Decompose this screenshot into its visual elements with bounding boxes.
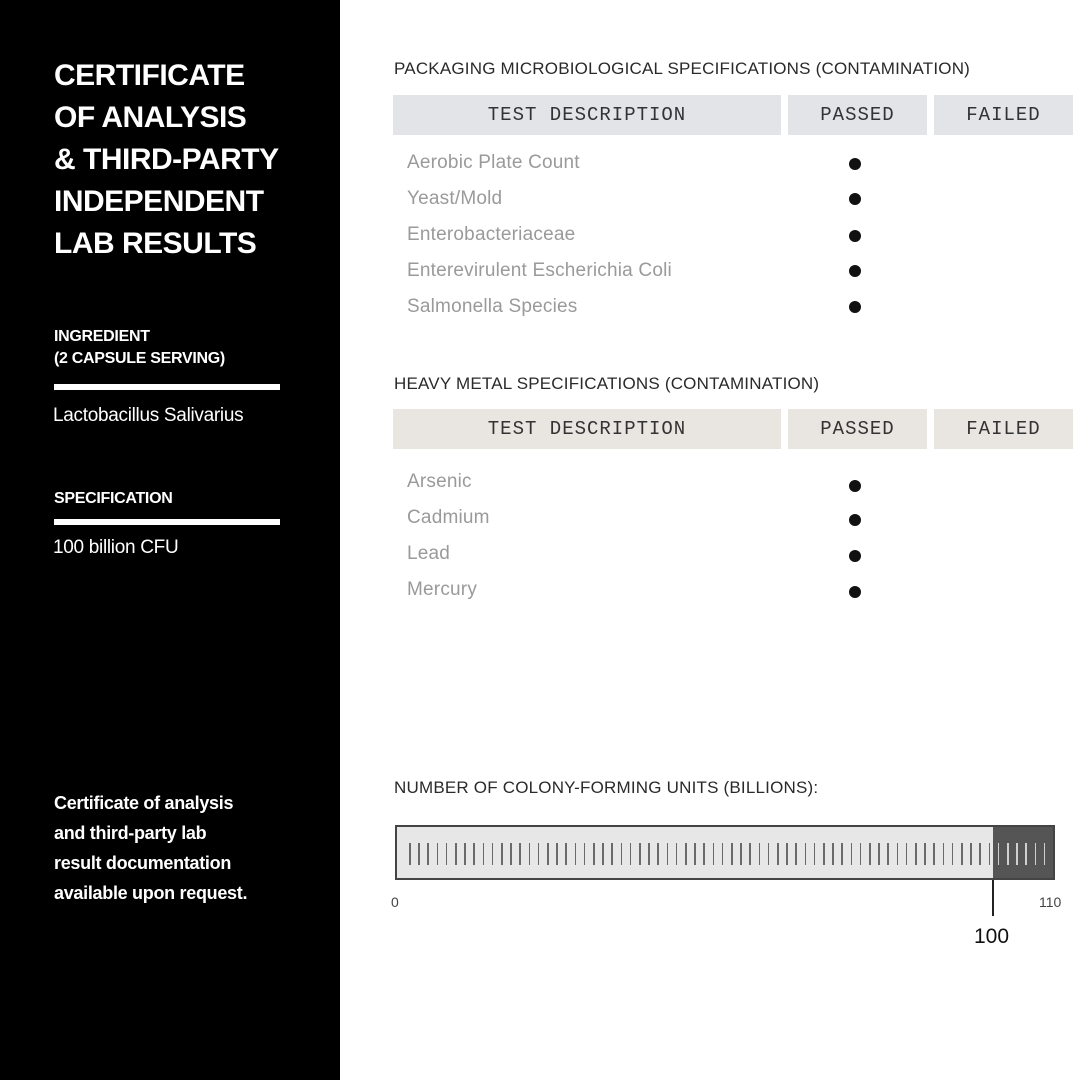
passed-indicator xyxy=(849,480,861,492)
gauge-tick xyxy=(492,843,494,865)
gauge-tick xyxy=(1035,843,1037,865)
packaging-header-failed: FAILED xyxy=(934,95,1073,135)
gauge-tick xyxy=(510,843,512,865)
divider xyxy=(54,519,280,525)
gauge-tick xyxy=(547,843,549,865)
packaging-test-row: Yeast/Mold xyxy=(407,188,503,209)
gauge-tick xyxy=(777,843,779,865)
heavy-metals-header-description: TEST DESCRIPTION xyxy=(393,409,781,449)
gauge-tick xyxy=(703,843,705,865)
gauge-max-label: 110 xyxy=(1039,894,1062,910)
gauge-tick xyxy=(1016,843,1018,865)
availability-note xyxy=(54,788,304,908)
ingredient-label-line: INGREDIENT xyxy=(54,328,150,345)
gauge-tick xyxy=(464,843,466,865)
gauge-tick xyxy=(749,843,751,865)
gauge-tick xyxy=(943,843,945,865)
gauge-tick xyxy=(731,843,733,865)
gauge-tick xyxy=(694,843,696,865)
gauge-tick xyxy=(970,843,972,865)
gauge-tick xyxy=(593,843,595,865)
passed-indicator xyxy=(849,193,861,205)
packaging-header-passed: PASSED xyxy=(788,95,927,135)
gauge-tick xyxy=(713,843,715,865)
heavy-metals-header-failed: FAILED xyxy=(934,409,1073,449)
gauge-tick xyxy=(437,843,439,865)
gauge-tick xyxy=(538,843,540,865)
gauge-tick xyxy=(805,843,807,865)
gauge-value-marker xyxy=(992,880,994,916)
passed-indicator xyxy=(849,514,861,526)
note-line: result documentation xyxy=(54,853,232,873)
gauge-tick xyxy=(630,843,632,865)
gauge-tick xyxy=(529,843,531,865)
gauge-tick xyxy=(869,843,871,865)
gauge-tick xyxy=(722,843,724,865)
sidebar-panel xyxy=(0,0,340,1080)
gauge-tick xyxy=(998,843,1000,865)
passed-indicator xyxy=(849,550,861,562)
cfu-gauge-bar xyxy=(395,825,1055,880)
ingredient-label xyxy=(54,326,225,370)
packaging-test-row: Enterobacteriaceae xyxy=(407,224,576,245)
gauge-tick xyxy=(878,843,880,865)
gauge-tick xyxy=(823,843,825,865)
gauge-tick xyxy=(832,843,834,865)
heavy-metals-header-passed: PASSED xyxy=(788,409,927,449)
note-line: and third-party lab xyxy=(54,823,207,843)
gauge-tick xyxy=(915,843,917,865)
gauge-tick xyxy=(455,843,457,865)
gauge-tick xyxy=(768,843,770,865)
gauge-tick xyxy=(427,843,429,865)
gauge-tick xyxy=(786,843,788,865)
gauge-tick xyxy=(952,843,954,865)
gauge-tick xyxy=(795,843,797,865)
heavy-metal-test-row: Arsenic xyxy=(407,471,472,492)
passed-indicator xyxy=(849,586,861,598)
passed-indicator xyxy=(849,230,861,242)
packaging-test-row: Salmonella Species xyxy=(407,296,578,317)
gauge-tick xyxy=(924,843,926,865)
gauge-tick xyxy=(961,843,963,865)
gauge-tick xyxy=(501,843,503,865)
gauge-tick xyxy=(648,843,650,865)
gauge-tick xyxy=(989,843,991,865)
gauge-tick xyxy=(887,843,889,865)
ingredient-value: Lactobacillus Salivarius xyxy=(53,405,244,426)
gauge-tick xyxy=(667,843,669,865)
gauge-tick xyxy=(409,843,411,865)
gauge-tick xyxy=(602,843,604,865)
gauge-tick xyxy=(1007,843,1009,865)
gauge-tick xyxy=(446,843,448,865)
gauge-tick xyxy=(621,843,623,865)
gauge-tick xyxy=(851,843,853,865)
gauge-tick xyxy=(418,843,420,865)
note-line: available upon request. xyxy=(54,883,248,903)
gauge-tick xyxy=(657,843,659,865)
gauge-tick xyxy=(740,843,742,865)
gauge-tick xyxy=(611,843,613,865)
specification-value: 100 billion CFU xyxy=(53,537,179,558)
gauge-tick xyxy=(906,843,908,865)
title-line: LAB RESULTS xyxy=(54,227,257,260)
gauge-tick xyxy=(1025,843,1027,865)
gauge-tick xyxy=(639,843,641,865)
packaging-test-row: Aerobic Plate Count xyxy=(407,152,580,173)
packaging-header-description: TEST DESCRIPTION xyxy=(393,95,781,135)
gauge-tick xyxy=(897,843,899,865)
gauge-tick xyxy=(1044,843,1046,865)
cfu-gauge-title: NUMBER OF COLONY-FORMING UNITS (BILLIONS): xyxy=(394,778,819,797)
gauge-min-label: 0 xyxy=(391,894,399,910)
title-line: OF ANALYSIS xyxy=(54,101,247,134)
passed-indicator xyxy=(849,265,861,277)
passed-indicator xyxy=(849,301,861,313)
gauge-tick xyxy=(841,843,843,865)
gauge-tick xyxy=(814,843,816,865)
specification-label: SPECIFICATION xyxy=(54,490,173,507)
title-line: & THIRD-PARTY xyxy=(54,143,279,176)
gauge-tick xyxy=(933,843,935,865)
gauge-tick xyxy=(676,843,678,865)
gauge-tick xyxy=(584,843,586,865)
heavy-metal-test-row: Cadmium xyxy=(407,507,490,528)
heavy-metal-test-row: Lead xyxy=(407,543,451,564)
gauge-tick xyxy=(979,843,981,865)
title-line: CERTIFICATE xyxy=(54,59,245,92)
packaging-test-row: Enterevirulent Escherichia Coli xyxy=(407,260,672,281)
gauge-tick xyxy=(473,843,475,865)
gauge-tick xyxy=(556,843,558,865)
heavy-metal-test-row: Mercury xyxy=(407,579,478,600)
page-title xyxy=(54,55,324,265)
gauge-tick xyxy=(575,843,577,865)
divider xyxy=(54,384,280,390)
gauge-value-label: 100 xyxy=(974,925,1010,948)
passed-indicator xyxy=(849,158,861,170)
gauge-tick xyxy=(860,843,862,865)
gauge-tick xyxy=(483,843,485,865)
heavy-metals-section-title: HEAVY METAL SPECIFICATIONS (CONTAMINATION) xyxy=(394,374,820,393)
gauge-tick xyxy=(519,843,521,865)
packaging-section-title: PACKAGING MICROBIOLOGICAL SPECIFICATIONS (CONTAMINATION) xyxy=(394,59,971,78)
gauge-tick xyxy=(685,843,687,865)
gauge-tick xyxy=(565,843,567,865)
title-line: INDEPENDENT xyxy=(54,185,264,218)
ingredient-label-line: (2 CAPSULE SERVING) xyxy=(54,350,225,367)
gauge-tick xyxy=(759,843,761,865)
note-line: Certificate of analysis xyxy=(54,793,234,813)
